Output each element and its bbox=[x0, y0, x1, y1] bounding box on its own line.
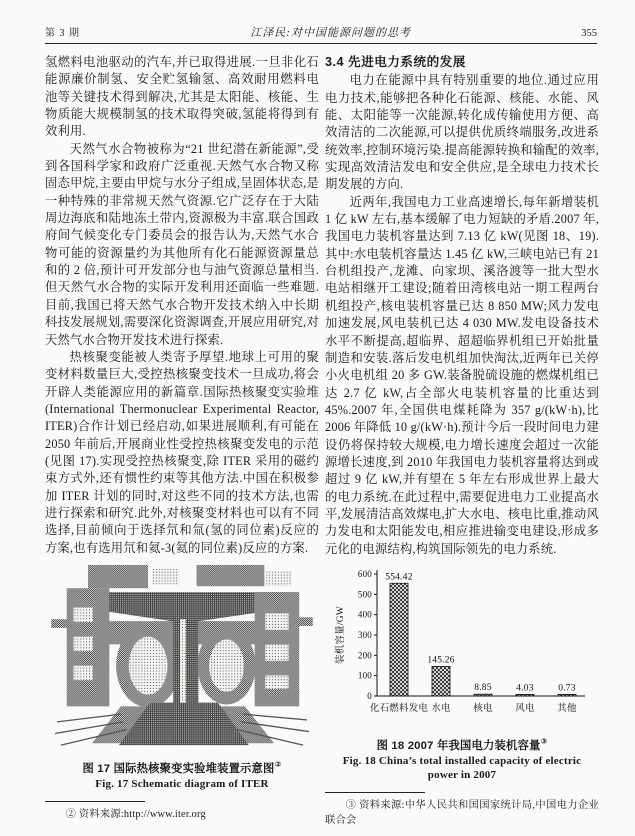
left-column bbox=[45, 54, 319, 823]
section-heading: 3.4 先进电力系统的发展 bbox=[325, 55, 466, 69]
figure17-caption-cn-text: 图 17 国际热核聚变实验堆装置示意图 bbox=[82, 763, 275, 776]
svg-text:装机容量/GW: 装机容量/GW bbox=[336, 606, 346, 664]
footnote-right: ③ 资料来源:中华人民共和国国家统计局,中国电力企业联合会 bbox=[325, 800, 599, 826]
svg-text:300: 300 bbox=[357, 629, 372, 640]
svg-text:0.73: 0.73 bbox=[558, 683, 576, 694]
figure18-caption-en-line1: Fig. 18 China’s total installed capacity of electric bbox=[342, 755, 582, 768]
svg-text:145.26: 145.26 bbox=[427, 655, 455, 666]
figure17-footnote-mark: ② bbox=[274, 760, 282, 770]
iter-figure-image bbox=[51, 563, 313, 749]
svg-text:400: 400 bbox=[357, 609, 372, 620]
footnote-rule-left bbox=[45, 801, 145, 802]
svg-text:600: 600 bbox=[357, 568, 372, 579]
header-rule bbox=[45, 43, 597, 44]
svg-text:化石燃料发电: 化石燃料发电 bbox=[369, 703, 429, 714]
page-number: 355 bbox=[581, 28, 597, 39]
figure18-caption-en-line2: power in 2007 bbox=[427, 769, 497, 782]
figure18-caption-cn-text: 图 18 2007 年我国电力装机容量 bbox=[376, 740, 541, 753]
figure18 bbox=[325, 566, 599, 782]
figure17-caption-en: Fig. 17 Schematic diagram of ITER bbox=[95, 778, 269, 791]
footnote-left: ② 资料来源:http://www.iter.org bbox=[65, 809, 206, 821]
svg-text:100: 100 bbox=[357, 670, 372, 681]
svg-text:8.85: 8.85 bbox=[474, 683, 492, 694]
svg-text:554.42: 554.42 bbox=[385, 572, 413, 583]
running-title: 江泽民:对中国能源问题的思考 bbox=[250, 27, 411, 39]
paragraph: 电力在能源中具有特别重要的地位.通过应用电力技术,能够把各种化石能源、核能、水能、风能、太阳能等一次能源,转化成传输使用方便、高效清洁的二次能源,可以提供优质终端服务,改进系统效率,控制环境污染.提高能源转换和输配的效率,实现高效清洁发电和安全供应,是全球电力技术长期发展的方向. bbox=[325, 73, 599, 192]
paragraph: 天然气水合物被称为“21 世纪潜在新能源”,受到各国科学家和政府广泛重视.天然气水合物又称固态甲烷,主要由甲烷与水分子组成,呈固体状态,是一种特殊的非常规天然气资源.它广泛存在于大陆周边海底和陆地冻土带内,资源极为丰富.联合国政府间气候变化专门委员会的报告认为,天然气水合物可能的资源量约为其他所有化石能源资源量总和的 2 倍,预计可开发部分也与油气资源总量相当.但天然气水合物的实际开发利用还面临一些难题.目前,我国已将天然气水合物开发技术纳入中长期科技发展规划,需要深化资源调查,开展应用研究,对天然气水合物开发技术进行探索. bbox=[45, 141, 319, 347]
svg-text:核电: 核电 bbox=[473, 703, 493, 714]
issue-label: 第 3 期 bbox=[45, 28, 80, 39]
svg-text:水电: 水电 bbox=[431, 703, 451, 714]
paragraph: 热核聚变能被人类寄予厚望.地球上可用的聚变材料数量巨大,受控热核聚变技术一旦成功,将会开辟人类能源应用的新篇章.国际热核聚变实验堆(International Thermonuclear Experimental Reactor, ITER)合作计划已经启动,如果进展顺利,有可能在 2050 年前后,开展商业性受控热核聚变发电的示范(见图 17).实现受控热核聚变,除 ITER 采用的磁约束方式外,还有惯性约束等其他方法.中国在积极参加 ITER 计划的同时,对这些不同的技术方法,也需进行探索和研究.此外,对核聚变材料也可以有不同选择,目前倾向于选择氘和氚(氢的同位素)反应的方案,也有选用氘和氦-3(氦的同位素)反应的方案. bbox=[45, 349, 319, 555]
svg-text:风电: 风电 bbox=[515, 703, 535, 714]
svg-text:500: 500 bbox=[357, 589, 372, 600]
paragraph: 近两年,我国电力工业高速增长,每年新增装机 1 亿 kW 左右,基本缓解了电力短缺的矛盾.2007 年,我国电力装机容量达到 7.13 亿 kW(见图 18、19).其中:水电装机容量达 1.45 亿 kW,三峡电站已有 21 台机组投产,龙滩、向家坝、溪洛渡等一批大型水电站相继开工建设;随着田湾核电站一期工程两台机组投产,核电装机容量已达 8 850 MW;风力发电加速发展,风电装机已达 4 030 MW.发电设备技术水平不断提高,超临界、超超临界机组已开始批量制造和安装.落后发电机组加快淘汰,近两年已关停小火电机组 20 多 GW.装备脱硫设施的燃煤机组已达 2.7 亿 kW,占全部火电装机容量的比重达到 45%.2007 年,全国供电煤耗降为 357 g/(kW·h),比 2006 年降低 10 g/(kW·h).预计今后一段时间电力建设仍将保持较大规模,电力增长速度会超过一次能源增长速度,到 2010 年我国电力装机容量将达到或超过 9 亿 kW,并有望在 5 年左右形成世界上最大的电力系统.在此过程中,需要促进电力工业提高水平,发展清洁高效煤电,扩大水电、核电比重,推动风力发电和太阳能发电,相应推进输变电建设,形成多元化的电源结构,构筑国际领先的电力系统. bbox=[325, 194, 599, 556]
figure18-footnote-mark: ③ bbox=[540, 737, 548, 747]
paragraph: 氢燃料电池驱动的汽车,并已取得进展.一旦非化石能源廉价制氢、安全贮氢输氢、高效耐用燃料电池等关键技术得到解决,尤其是太阳能、核能、生物质能大规模制氢的技术取得突破,氢能将得到有效利用. bbox=[45, 55, 319, 139]
figure17 bbox=[45, 563, 319, 791]
figure18-chart bbox=[331, 566, 593, 726]
footnote-rule-right bbox=[325, 792, 425, 793]
svg-text:其他: 其他 bbox=[557, 703, 577, 714]
figure18-caption-cn bbox=[325, 734, 599, 754]
page-header bbox=[45, 24, 597, 40]
svg-text:0: 0 bbox=[367, 690, 372, 701]
svg-text:200: 200 bbox=[357, 650, 372, 661]
right-column bbox=[325, 54, 599, 828]
svg-text:4.03: 4.03 bbox=[516, 683, 534, 694]
figure17-caption-cn bbox=[45, 757, 319, 777]
